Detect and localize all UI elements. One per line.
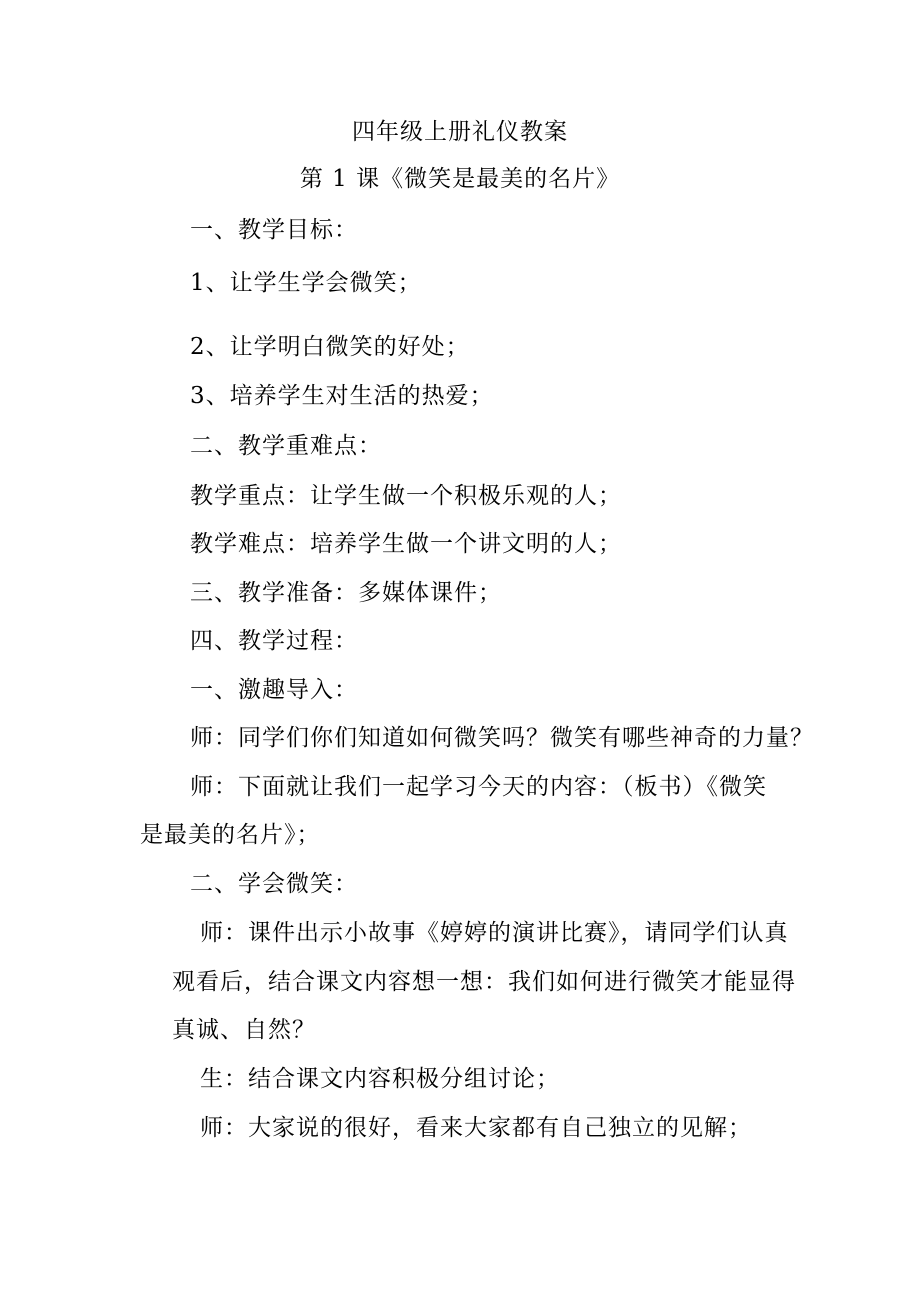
lesson-title: 第 1 课《微笑是最美的名片》 bbox=[299, 166, 621, 192]
goal-item-2: 2、让学明白微笑的好处； bbox=[190, 334, 470, 360]
intro-heading: 一、激趣导入： bbox=[190, 677, 358, 703]
learn-story-line-3: 真诚、自然？ bbox=[172, 1017, 316, 1043]
process-heading: 四、教学过程： bbox=[190, 628, 358, 654]
intro-board-line-1: 师：下面就让我们一起学习今天的内容：（板书）《微笑 bbox=[190, 774, 767, 800]
intro-question: 师：同学们你们知道如何微笑吗？微笑有哪些神奇的力量？ bbox=[190, 725, 814, 751]
learn-story-line-1: 师：课件出示小故事《婷婷的演讲比赛》，请同学们认真 bbox=[200, 920, 789, 946]
intro-board-line-2: 是最美的名片》； bbox=[140, 822, 321, 848]
goal-item-1: 1、让学生学会微笑； bbox=[190, 270, 422, 296]
preparation-line: 三、教学准备：多媒体课件； bbox=[190, 580, 502, 606]
teacher-praise: 师：大家说的很好，看来大家都有自己独立的见解； bbox=[200, 1115, 752, 1141]
key-heading: 二、教学重难点： bbox=[190, 433, 382, 459]
goal-item-3: 3、培养学生对生活的热爱； bbox=[190, 383, 494, 409]
learn-heading: 二、学会微笑： bbox=[190, 871, 358, 897]
goals-heading: 一、教学目标： bbox=[190, 217, 358, 243]
key-point: 教学重点：让学生做一个积极乐观的人； bbox=[190, 483, 622, 509]
difficult-point: 教学难点：培养学生做一个讲文明的人； bbox=[190, 531, 622, 557]
student-discussion: 生：结合课文内容积极分组讨论； bbox=[200, 1066, 560, 1092]
learn-story-line-2: 观看后，结合课文内容想一想：我们如何进行微笑才能显得 bbox=[172, 969, 796, 995]
document-title: 四年级上册礼仪教案 bbox=[352, 119, 568, 145]
